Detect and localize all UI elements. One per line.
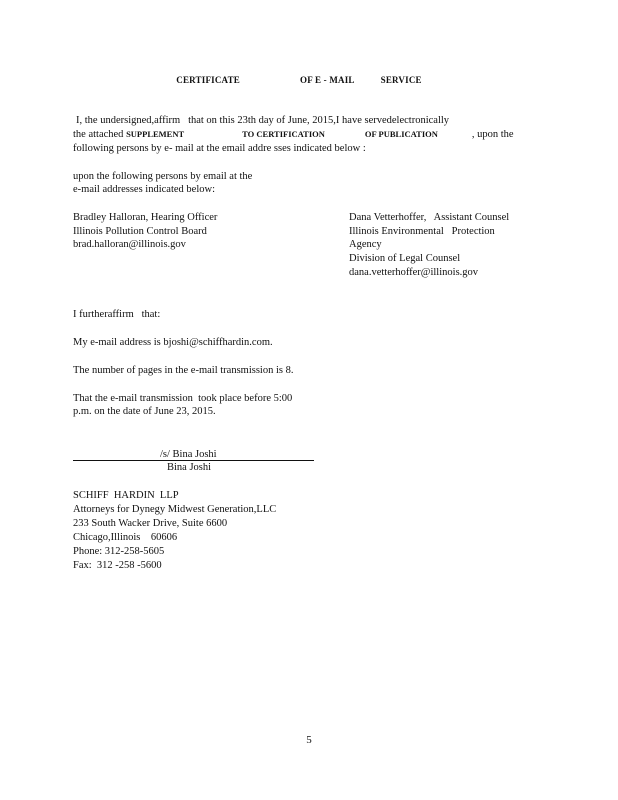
intro-line-2: [73, 128, 514, 142]
intro-line-3: following persons by e- mail at the email addre sses indicated below :: [73, 143, 366, 154]
recipient-right-division: Division of Legal Counsel: [349, 253, 461, 264]
supplement-label: SUPPLEMENT: [126, 129, 185, 139]
page-count-line: The number of pages in the e-mail transmission is 8.: [73, 365, 294, 376]
further-affirm: I furtheraffirm that:: [73, 309, 161, 320]
page-number: 5: [306, 734, 312, 746]
intro-line-2-prefix: the attached: [73, 129, 127, 140]
of-publication-label: OF PUBLICATION: [364, 129, 438, 139]
recipient-left-email: brad.halloran@illinois.gov: [73, 239, 186, 250]
email-address-line: My e-mail address is bjoshi@schiffhardin.com.: [73, 337, 273, 348]
transmission-time-line-2: p.m. on the date of June 23, 2015.: [73, 406, 216, 417]
recipient-left-org: Illinois Pollution Control Board: [73, 226, 207, 237]
upon-line-2: e-mail addresses indicated below:: [73, 184, 215, 195]
intro-line-1: I, the undersigned,affirm that on this 23th day of June, 2015,I have servedelectronically: [76, 115, 450, 126]
title-part-service: SERVICE: [380, 75, 422, 85]
document-title: [0, 74, 618, 88]
firm-name: SCHIFF HARDIN LLP: [73, 490, 179, 501]
firm-street: 233 South Wacker Drive, Suite 6600: [73, 518, 228, 529]
title-part-certificate: CERTIFICATE: [176, 75, 240, 85]
recipient-right-org-2: Agency: [349, 239, 382, 250]
recipient-left-name: Bradley Halloran, Hearing Officer: [73, 212, 218, 223]
firm-phone: Phone: 312-258-5605: [73, 546, 165, 557]
recipient-right-name: Dana Vetterhoffer, Assistant Counsel: [349, 212, 510, 223]
upon-line-1: upon the following persons by email at the: [73, 171, 253, 182]
recipient-right-email: dana.vetterhoffer@illinois.gov: [349, 267, 479, 278]
firm-attorneys: Attorneys for Dynegy Midwest Generation,LLC: [73, 504, 277, 515]
signer-name: Bina Joshi: [167, 462, 212, 473]
signature: /s/ Bina Joshi: [160, 449, 217, 460]
transmission-time-line-1: That the e-mail transmission took place before 5:00: [73, 393, 293, 404]
to-certification-label: TO CERTIFICATION: [242, 129, 325, 139]
firm-city: Chicago,Illinois 60606: [73, 532, 178, 543]
firm-fax: Fax: 312 -258 -5600: [73, 560, 162, 571]
title-part-email: OF E - MAIL: [300, 75, 355, 85]
recipient-right-org: Illinois Environmental Protection: [349, 226, 495, 237]
intro-line-2-suffix: , upon the: [471, 129, 514, 140]
